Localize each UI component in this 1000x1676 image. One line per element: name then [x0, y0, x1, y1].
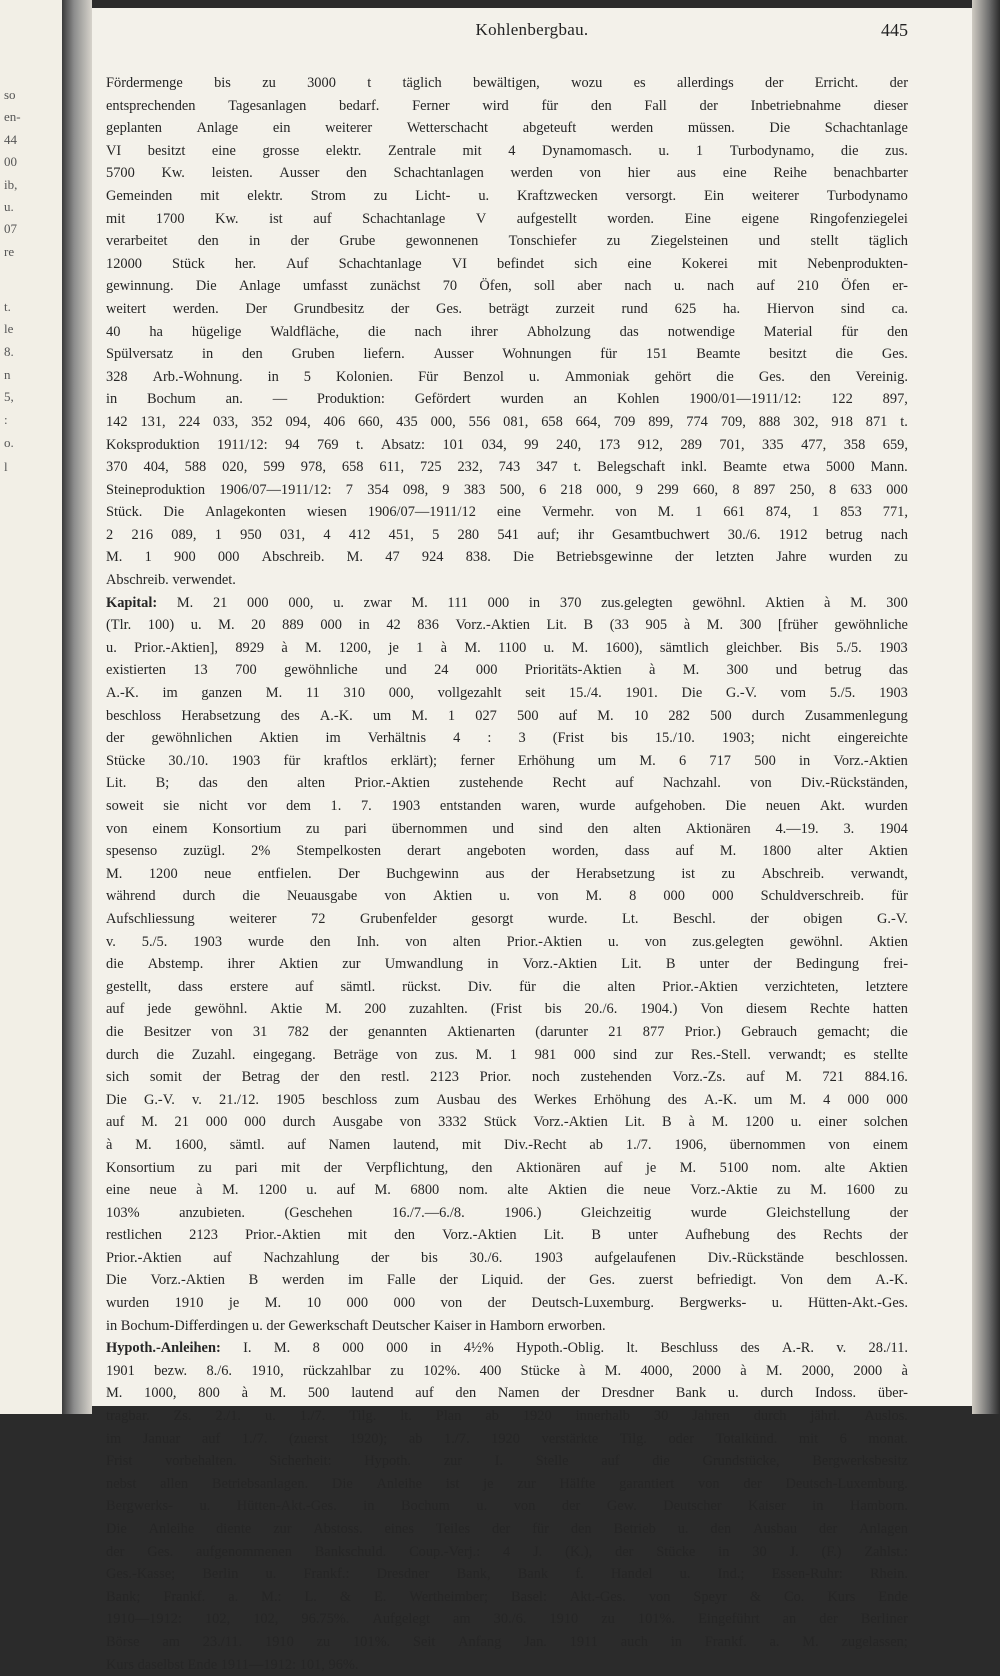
text-line: M. 1 900 000 Abschreib. M. 47 924 838. Die Betriebsgewinne der letzten Jahre wurden zu: [106, 549, 908, 566]
text-line: mit 1700 Kw. ist auf Schachtanlage V aufgestellt worden. Eine eigene Ringofenziegelei: [106, 210, 908, 227]
left-page-fragment: 5,: [4, 389, 14, 404]
text-line: Aufschliessung weiterer 72 Grubenfelder gesorgt wurde. Lt. Beschl. der obigen G.-V.: [106, 910, 908, 927]
text-line: Kurs daselbst Ende 1911—1912: 101, 96%.: [106, 1656, 359, 1673]
text-line: im Januar auf 1./7. (zuerst 1920); ab 1./7. 1920 verstärkte Tilg. oder Totalkünd. mit 6 monat.: [106, 1430, 908, 1447]
text-line: tragbar. Zs. 2./1. u. 1./7. Tilg. lt. Plan ab 1920 innerhalb 30 Jahren durch jährl. Auslos.: [106, 1408, 908, 1425]
text-line: Kapital: M. 21 000 000, u. zwar M. 111 000 in 370 zus.gelegten gewöhnl. Aktien à M. 300: [106, 594, 908, 611]
left-page-fragment: 00: [4, 154, 17, 169]
text-line: (Tlr. 100) u. M. 20 889 000 in 42 836 Vorz.-Aktien Lit. B (33 905 à M. 300 [früher gewöhnliche: [106, 617, 908, 634]
text-line: 370 404, 588 020, 599 978, 658 611, 725 232, 743 347 t. Belegschaft inkl. Beamte etwa 5000 Mann.: [106, 459, 908, 476]
text-line: wurden 1910 je M. 10 000 000 von der Deutsch-Luxemburg. Bergwerks- u. Hütten-Akt.-Ges.: [106, 1295, 908, 1312]
text-line: 103% anzubieten. (Geschehen 16./7.—6./8. 1906.) Gleichzeitig wurde Gleichstellung der: [106, 1204, 908, 1221]
book-gutter: [62, 0, 92, 1414]
text-line: M. 1000, 800 à M. 500 lautend auf den Namen der Dresdner Bank u. durch Indoss. über-: [106, 1385, 908, 1402]
text-line: VI besitzt eine grosse elektr. Zentrale mit 4 Dynamomasch. u. 1 Turbodynamo, die zus.: [106, 142, 908, 159]
adjacent-page-edge: [0, 0, 62, 1414]
text-line: die Besitzer von 31 782 der genannten Aktienarten (darunter 21 877 Prior.) Gebrauch gemacht; die: [106, 1023, 908, 1040]
text-line: geplanten Anlage ein weiterer Wetterschacht abgeteuft werden müssen. Die Schachtanlage: [106, 120, 908, 137]
left-page-fragment: so: [4, 87, 16, 102]
text-line: auf M. 21 000 000 durch Ausgabe von 3332 Stück Vorz.-Aktien Lit. B à M. 1200 u. einer solchen: [106, 1114, 908, 1131]
text-line: Hypoth.-Anleihen: I. M. 8 000 000 in 4½% Hypoth.-Oblig. lt. Beschluss des A.-R. v. 28./11.: [106, 1340, 908, 1357]
left-page-fragment: en-: [4, 109, 21, 124]
left-page-fragment: le: [4, 321, 14, 336]
text-line: restlichen 2123 Prior.-Aktien mit den Vorz.-Aktien Lit. B unter Aufhebung des Rechts der: [106, 1227, 908, 1244]
text-line: 12000 Stück her. Auf Schachtanlage VI befindet sich eine Kokerei mit Nebenprodukten-: [106, 255, 908, 272]
text-line: in Bochum-Differdingen u. der Gewerkschaft Deutscher Kaiser in Hamborn erworben.: [106, 1317, 606, 1334]
text-line: A.-K. im ganzen M. 11 310 000, vollgezahlt seit 15./4. 1901. Die G.-V. vom 5./5. 1903: [106, 685, 908, 702]
text-line: Koksproduktion 1911/12: 94 769 t. Absatz: 101 034, 99 240, 173 912, 289 701, 335 477, 358 659,: [106, 436, 908, 453]
text-line: 1910—1912: 102, 102, 96.75%. Aufgelegt am 30./6. 1910 zu 101%. Eingeführt an der Berliner: [106, 1611, 908, 1628]
left-page-fragment: t.: [4, 299, 11, 314]
text-line: eine neue à M. 1200 u. auf M. 6800 nom. alte Aktien die neue Vorz.-Aktie zu M. 1600 zu: [106, 1182, 908, 1199]
text-line: u. Prior.-Aktien], 8929 à M. 1200, je 1 à M. 1100 u. M. 1600), sämtlich gleichber. Bis 5./5. 1903: [106, 639, 908, 656]
running-head: [92, 20, 972, 50]
text-line: entsprechenden Tagesanlagen bedarf. Ferner wird für den Fall der Inbetriebnahme dieser: [106, 97, 908, 114]
text-line: verarbeitet den in der Grube gewonnenen Tonschiefer zu Ziegelsteinen und stellt täglich: [106, 233, 908, 250]
left-page-fragment: 44: [4, 132, 17, 147]
text-line: Prior.-Aktien auf Nachzahlung der bis 30./6. 1903 aufgelaufenen Div.-Rückstände beschlossen.: [106, 1249, 908, 1266]
text-line: Bergwerks- u. Hütten-Akt.-Ges. in Bochum u. von der Gew. Deutscher Kaiser in Hamborn.: [106, 1498, 908, 1515]
text-line: während durch die Neuausgabe von Aktien u. von M. 8 000 000 Schuldverschreib. für: [106, 888, 908, 905]
text-line: Bank; Frankf. a. M.: L. & E. Wertheimber; Basel: Akt.-Ges. von Speyr & Co. Kurs Ende: [106, 1588, 908, 1605]
text-line: existierten 13 700 gewöhnliche und 24 000 Prioritäts-Aktien à M. 300 und betrug das: [106, 662, 908, 679]
text-line: Abschreib. verwendet.: [106, 572, 236, 589]
text-line: auf jede gewöhnl. Aktie M. 200 zuzahlten. (Frist bis 20./6. 1904.) Von diesem Rechte hatten: [106, 1001, 908, 1018]
text-line: weitert werden. Der Grundbesitz der Ges. beträgt zurzeit rund 625 ha. Hiervon sind ca.: [106, 300, 908, 317]
page-number: 445: [881, 20, 908, 40]
text-line: v. 5./5. 1903 wurde den Inh. von alten Prior.-Aktien u. von zus.gelegten gewöhnl. Aktien: [106, 933, 908, 950]
left-page-fragment: n: [4, 367, 11, 382]
text-line: Steineproduktion 1906/07—1911/12: 7 354 098, 9 383 500, 6 218 000, 9 299 660, 8 897 250, 8 633 000: [106, 481, 908, 498]
running-head-title: Kohlenbergbau.: [475, 20, 589, 39]
text-line: der Ges. aufgenommenen Bankschuld. Coup.-Verj.: 4 J. (K.), der Stücke in 30 J. (F.) Zahlst.:: [106, 1543, 908, 1560]
text-line: gestellt, dass erstere auf sämtl. rückst. Div. für die alten Prior.-Aktien verzichteten, letztere: [106, 978, 908, 995]
text-line: 5700 Kw. leisten. Ausser den Schachtanlagen werden von hier aus eine Reihe benachbarter: [106, 165, 908, 182]
left-page-fragment: o.: [4, 435, 14, 450]
left-page-fragment: ib,: [4, 177, 18, 192]
left-page-fragment: 07: [4, 221, 17, 236]
text-line: die Abstemp. ihrer Aktien zur Umwandlung in Vorz.-Aktien Lit. B unter der Bedingung frei-: [106, 956, 908, 973]
text-line: nebst allen Betriebsanlagen. Die Anleihe ist je zur Hälfte garantiert von der Deutsch-Luxemburg.: [106, 1475, 908, 1492]
text-line: gewinnung. Die Anlage umfasst zunächst 70 Öfen, soll aber nach u. nach auf 210 Öfen er-: [106, 278, 908, 295]
body-text: [106, 72, 908, 1676]
text-line: Die G.-V. v. 21./12. 1905 beschloss zum Ausbau des Werkes Erhöhung des A.-K. um M. 4 000 000: [106, 1091, 908, 1108]
left-page-fragment: l: [4, 459, 8, 474]
text-line: M. 1200 neue entfielen. Der Buchgewinn aus der Herabsetzung ist zu Abschreib. verwandt,: [106, 865, 908, 882]
text-line: durch die Zuzahl. eingegang. Beträge von zus. M. 1 981 000 sind zur Res.-Stell. verwandt; es stellte: [106, 1046, 908, 1063]
text-line: spesenso zuzügl. 2% Stempelkosten derart angeboten worden, dass auf M. 1800 alter Aktien: [106, 843, 908, 860]
text-line: Stücke 30./10. 1903 für kraftlos erklärt); ferner Erhöhung um M. 6 717 500 in Vorz.-Aktien: [106, 752, 908, 769]
left-page-fragment: u.: [4, 199, 14, 214]
text-line: Die Anleihe diente zur Abstoss. eines Teiles der für den Betrieb u. den Ausbau der Anlagen: [106, 1521, 908, 1537]
text-line: der gewöhnlichen Aktien im Verhältnis 4 : 3 (Frist bis 15./10. 1903; nicht eingereichte: [106, 730, 908, 747]
text-line: Fördermenge bis zu 3000 t täglich bewältigen, wozu es allerdings der Erricht. der: [106, 75, 908, 91]
text-line: 2 216 089, 1 950 031, 4 412 451, 5 280 541 auf; ihr Gesamtbuchwert 30./6. 1912 betrug nach: [106, 526, 908, 543]
text-line: Frist vorbehalten. Sicherheit: Hypoth. zur I. Stelle auf die Grundstücke, Bergwerksbesitz: [106, 1453, 908, 1470]
text-line: Die Vorz.-Aktien B werden im Falle der Liquid. der Ges. zuerst befriedigt. Von dem A.-K.: [106, 1272, 908, 1289]
book-page: [92, 8, 972, 1673]
text-line: beschloss Herabsetzung des A.-K. um M. 1 027 500 auf M. 10 282 500 durch Zusammenlegung: [106, 707, 908, 724]
text-line: à M. 1600, sämtl. auf Namen lautend, mit Div.-Recht ab 1./7. 1906, übernommen von einem: [106, 1136, 908, 1153]
text-line: Stück. Die Anlagekonten wiesen 1906/07—1911/12 eine Vermehr. von M. 1 661 874, 1 853 771,: [106, 504, 908, 521]
text-line: in Bochum an. — Produktion: Gefördert wurden an Kohlen 1900/01—1911/12: 122 897,: [106, 391, 908, 408]
text-line: 40 ha hügelige Waldfläche, die nach ihrer Abholzung das notwendige Material für den: [106, 323, 908, 340]
text-line: Lit. B; das den alten Prior.-Aktien zustehende Recht auf Nachzahl. von Div.-Rückständen,: [106, 775, 908, 792]
text-line: soweit sie nicht vor dem 1. 7. 1903 entstanden waren, wurde aufgehoben. Die neuen Akt. wurden: [106, 798, 908, 814]
text-line: 1901 bezw. 8./6. 1910, rückzahlbar zu 102%. 400 Stücke à M. 4000, 2000 à M. 2000, 2000 à: [106, 1362, 908, 1379]
page-right-edge: [972, 0, 1000, 1414]
text-line: Gemeinden mit elektr. Strom zu Licht- u. Kraftzwecken versorgt. Ein weiterer Turbodynamo: [106, 187, 908, 204]
text-line: Ges.-Kasse; Berlin u. Frankf.: Dresdner Bank, Bank f. Handel u. Ind.; Essen-Ruhr: Rhein.: [106, 1566, 908, 1583]
text-line: 328 Arb.-Wohnung. in 5 Kolonien. Für Benzol u. Ammoniak gehört die Ges. den Vereinig.: [106, 368, 908, 385]
text-line: von einem Konsortium zu pari übernommen und sind den alten Aktionären 4.—19. 3. 1904: [106, 820, 908, 837]
left-page-fragment: 8.: [4, 344, 14, 359]
text-line: 142 131, 224 033, 352 094, 406 660, 435 000, 556 081, 658 664, 709 899, 774 709, 888 302, 918 871 t.: [106, 413, 908, 430]
text-line: Börse am 23./11. 1910 zu 101%. Seit Anfang Jan. 1911 auch in Frankf. a. M. zugelassen;: [106, 1633, 908, 1650]
left-page-fragment: :: [4, 412, 8, 427]
text-line: Spülversatz in den Gruben liefern. Ausser Wohnungen für 151 Beamte besitzt die Ges.: [106, 346, 908, 363]
text-line: Konsortium zu pari mit der Verpflichtung, den Aktionären auf je M. 5100 nom. alte Aktien: [106, 1159, 908, 1176]
text-line: sich somit der Betrag der den restl. 2123 Prior. noch zustehenden Vorz.-Zs. auf M. 721 884.16.: [106, 1069, 908, 1086]
left-page-fragment: re: [4, 244, 15, 259]
